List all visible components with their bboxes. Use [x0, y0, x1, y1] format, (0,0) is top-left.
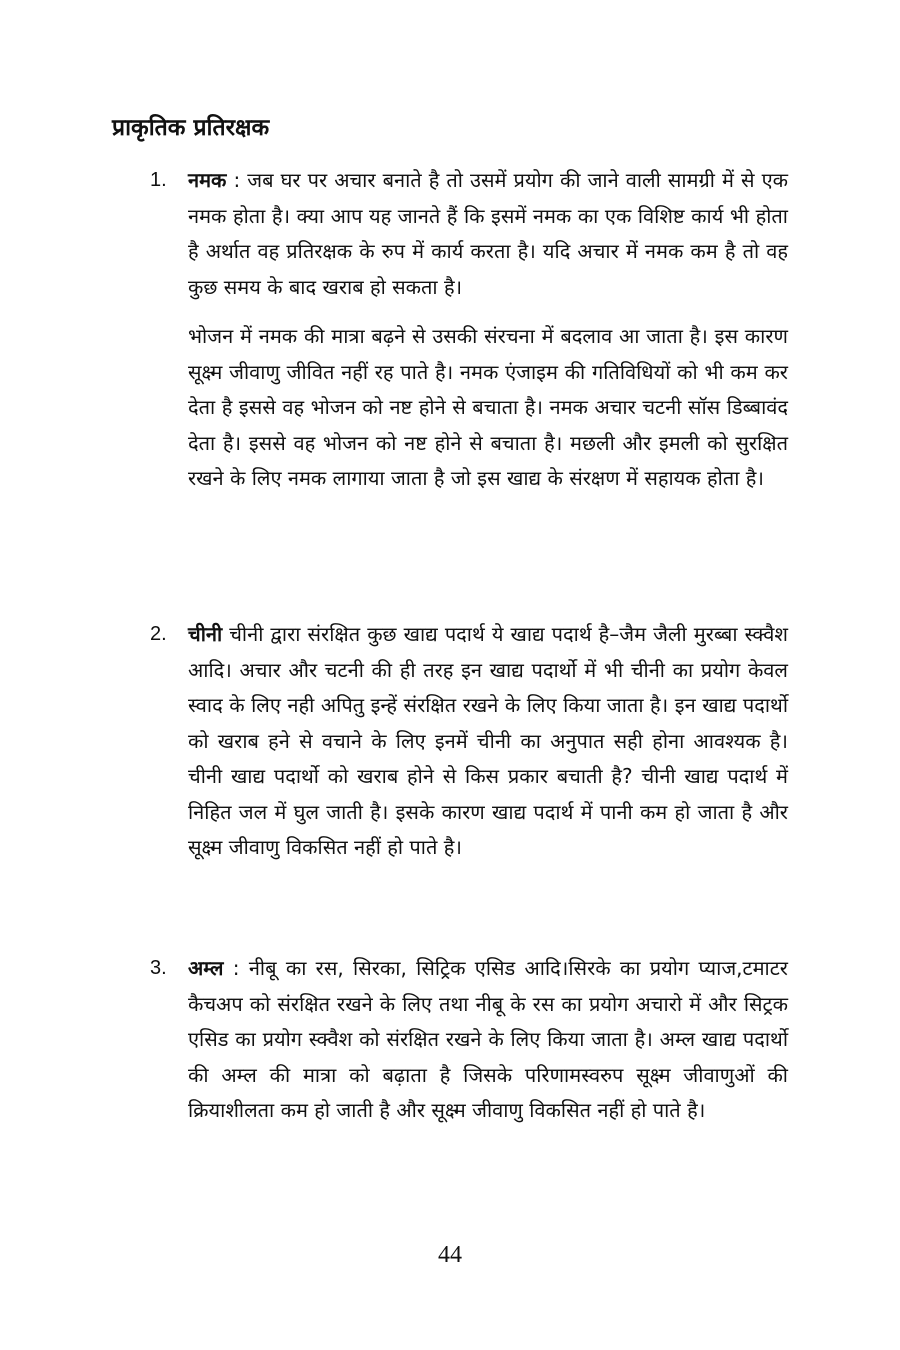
item-paragraph-continued: भोजन में नमक की मात्रा बढ़ने से उसकी संरचना में बदलाव आ जाता है। इस कारण सूक्ष्म जीवाणु जीवित नहीं रह पाते है। नमक एंजाइम की गतिविधियों को भी कम कर देता है इससे वह भोजन को नष्ट होने से बचाता है। नमक अचार चटनी सॉस डिब्बावंद देता है। इससे वह भोजन को नष्ट होने से बचाता है। मछली और इमली को सुरक्षित रखने के लिए नमक लागाया जाता है जो इस खाद्य के संरक्षण में सहायक होता है।	[188, 324, 788, 490]
item-body	[188, 951, 788, 1143]
item-number: 2.	[150, 623, 167, 645]
item-term: अम्ल	[188, 956, 224, 980]
item-number: 3.	[150, 957, 167, 979]
item-lead-text: : जब घर पर अचार बनाते है तो उसमें प्रयोग की जाने वाली सामग्री में से एक नमक होता है। क्या आप यह जानते हैं कि इसमें नमक का एक विशिष्ट कार्य भी होता है अर्थात वह प्रतिरक्षक के रुप में कार्य करता है। यदि अचार में नमक कम है तो वह कुछ समय के बाद खराब हो सकता है।	[188, 168, 788, 299]
item-paragraph	[188, 163, 788, 305]
item-body	[188, 163, 788, 511]
item-body	[188, 617, 788, 880]
item-lead-text: : नीबू का रस, सिरका, सिट्रिक एसिड आदि।सिरके का प्रयोग प्याज,टमाटर कैचअप को संरक्षित रखने के लिए तथा नीबू के रस का प्रयोग अचारो में और सिट्रक एसिड का प्रयोग स्क्वैश को संरक्षित रखने के लिए किया जाता है। अम्ल खाद्य पदार्थो की अम्ल की मात्रा को बढ़ाता है जिसके परिणामस्वरुप सूक्ष्म जीवाणुओं की क्रियाशीलता कम हो जाती है और सूक्ष्म जीवाणु विकसित नहीं हो पाते है।	[188, 956, 788, 1122]
page-heading: प्राकृतिक प्रतिरक्षक	[112, 115, 270, 141]
item-paragraph	[188, 617, 788, 866]
item-lead-text: चीनी द्वारा संरक्षित कुछ खाद्य पदार्थ ये खाद्य पदार्थ है–जैम जैली मुरब्बा स्क्वैश आदि। अचार और चटनी की ही तरह इन खाद्य पदार्थो में भी चीनी का प्रयोग केवल स्वाद के लिए नही अपितु इन्हें संरक्षित रखने के लिए किया जाता है। इन खाद्य पदार्थो को खराब हने से वचाने के लिए इनमें चीनी का अनुपात सही होना आवश्यक है। चीनी खाद्य पदार्थो को खराब होने से किस प्रकार बचाती है? चीनी खाद्य पदार्थ में निहित जल में घुल जाती है। इसके कारण खाद्य पदार्थ में पानी कम हो जाता है और सूक्ष्म जीवाणु विकसित नहीं हो पाते है।	[188, 622, 788, 859]
item-paragraph	[188, 951, 788, 1129]
item-term: नमक	[188, 168, 227, 192]
item-number: 1.	[150, 169, 167, 191]
item-term: चीनी	[188, 622, 223, 646]
page-number: 44	[438, 1242, 462, 1268]
